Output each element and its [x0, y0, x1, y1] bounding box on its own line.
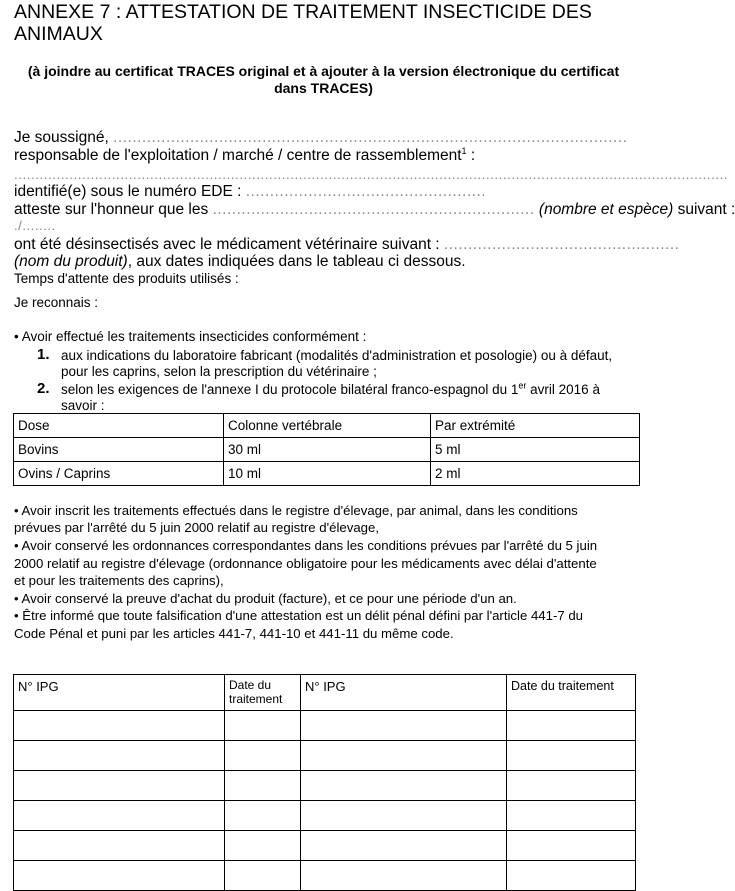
dose-header-colonne: Colonne vertébrale — [224, 414, 431, 438]
item-number-1: 1. — [37, 346, 50, 363]
responsable-label: responsable de l'exploitation / marché / centre de rassemblement — [14, 147, 462, 164]
bullet-ordonnances-l1: • Avoir conservé les ordonnances correspondantes dans les conditions prévues par l'arrêté du 5 juin — [14, 538, 598, 553]
ipg-cell[interactable] — [14, 861, 225, 891]
ipg-cell[interactable] — [301, 831, 507, 861]
responsable-line — [14, 147, 475, 165]
dose-header-extremite: Par extrémité — [431, 414, 640, 438]
item-2-line2: savoir : — [61, 398, 105, 413]
reconnais-label: Je reconnais : — [14, 295, 99, 310]
soussigne-label: Je soussigné, — [14, 129, 109, 146]
item-2-text-a: selon les exigences de l'annexe I du protocole bilatéral franco-espagnol du 1 — [61, 382, 519, 397]
ipg-table-row — [14, 771, 636, 801]
atteste-label: atteste sur l'honneur que les — [14, 201, 209, 218]
dose-row-bovins — [14, 438, 640, 462]
date-cell[interactable] — [225, 861, 301, 891]
dose-cell: 10 ml — [224, 462, 431, 486]
ede-number-field[interactable]: .................................................. — [245, 183, 487, 200]
dose-cell: Ovins / Caprins — [14, 462, 224, 486]
ipg-cell[interactable] — [14, 831, 225, 861]
ipg-table-body — [14, 711, 636, 891]
dose-cell: 5 ml — [431, 438, 640, 462]
date-cell[interactable] — [507, 801, 636, 831]
atteste-line — [14, 201, 735, 219]
dose-header-dose: Dose — [14, 414, 224, 438]
date-header-1: Date du traitement — [225, 675, 301, 711]
ipg-cell[interactable] — [14, 801, 225, 831]
subtitle-line1: (à joindre au certificat TRACES original et à ajouter à la version électronique du certificat — [27, 63, 620, 79]
dose-table-header — [14, 414, 640, 438]
item-2-text-b: avril 2016 à — [526, 382, 600, 397]
page-title-line2: ANIMAUX — [14, 23, 103, 45]
date-cell[interactable] — [507, 861, 636, 891]
ipg-cell[interactable] — [14, 711, 225, 741]
nombre-espece-field[interactable]: ................................................................... — [212, 201, 535, 218]
desinsectises-line — [14, 236, 679, 254]
nom-produit-hint: (nom du produit) — [14, 253, 128, 270]
item-1-line2: pour les caprins, selon la prescription du vétérinaire ; — [61, 364, 377, 379]
dose-cell: 30 ml — [224, 438, 431, 462]
date-header-2: Date du traitement — [507, 675, 636, 711]
ipg-cell[interactable] — [301, 741, 507, 771]
item-2-line1 — [61, 382, 600, 398]
date-cell[interactable] — [225, 711, 301, 741]
date-cell[interactable] — [507, 741, 636, 771]
date-cell[interactable] — [507, 711, 636, 741]
dates-label: , aux dates indiquées dans le tableau ci dessous. — [127, 253, 466, 270]
bullet-registre-l1: • Avoir inscrit les traitements effectués dans le registre d'élevage, par animal, dans les conditions — [14, 503, 578, 518]
date-cell[interactable] — [225, 831, 301, 861]
identifie-line — [14, 183, 486, 201]
bullet-registre-l2: prévues par l'arrêté du 5 juin 2000 relatif au registre d'élevage, — [14, 520, 379, 535]
ipg-cell[interactable] — [301, 771, 507, 801]
dose-cell: Bovins — [14, 438, 224, 462]
date-cell[interactable] — [225, 771, 301, 801]
bullet-ordonnances-l2: 2000 relatif au registre d'élevage (ordonnance obligatoire pour les médicaments avec délai d'attente — [14, 556, 597, 571]
short-dots-field[interactable]: ./........ — [14, 218, 56, 233]
ipg-table — [13, 674, 636, 891]
nombre-espece-hint: (nombre et espèce) — [538, 201, 674, 218]
ipg-table-row — [14, 831, 636, 861]
suivant-label: suivant : — [673, 201, 735, 218]
ipg-table-row — [14, 861, 636, 891]
identifie-label: identifié(e) sous le numéro EDE : — [14, 183, 242, 200]
date-cell[interactable] — [507, 771, 636, 801]
bullet-falsification-l2: Code Pénal et puni par les articles 441-7, 441-10 et 441-11 du même code. — [14, 626, 454, 641]
ipg-header-2: N° IPG — [301, 675, 507, 711]
item-1-line1: aux indications du laboratoire fabricant (modalités d'administration et posologie) ou à défaut, — [61, 348, 613, 363]
bullet-falsification-l1: • Être informé que toute falsification d'une attestation est un délit pénal défini par l'article 441-7 du — [14, 608, 584, 623]
responsable-colon: : — [466, 147, 476, 164]
dose-cell: 2 ml — [431, 462, 640, 486]
ipg-table-header — [14, 675, 636, 711]
date-cell[interactable] — [225, 801, 301, 831]
bullet-facture: • Avoir conservé la preuve d'achat du produit (facture), et ce pour une période d'un an. — [14, 591, 517, 606]
temps-attente-label: Temps d'attente des produits utilisés : — [14, 271, 239, 286]
footnote-marker: 1 — [461, 145, 467, 156]
dose-table — [13, 413, 640, 486]
soussigne-line — [14, 129, 627, 147]
item-2-sup: er — [518, 380, 527, 391]
ipg-header-1: N° IPG — [14, 675, 225, 711]
bullet-traitements: • Avoir effectué les traitements insecticides conformément : — [14, 329, 367, 344]
page-title-line1: ANNEXE 7 : ATTESTATION DE TRAITEMENT INSECTICIDE DES — [14, 1, 592, 23]
date-cell[interactable] — [225, 741, 301, 771]
soussigne-field[interactable]: ........................................................................................................... — [113, 129, 628, 146]
ipg-table-row — [14, 801, 636, 831]
bullet-ordonnances-l3: et pour les traitements des caprins), — [14, 573, 224, 588]
ipg-table-row — [14, 741, 636, 771]
responsable-field[interactable]: ........................................................................................................................................................................ — [14, 167, 729, 182]
nom-produit-line — [14, 253, 466, 271]
ipg-cell[interactable] — [14, 771, 225, 801]
date-cell[interactable] — [507, 831, 636, 861]
ipg-table-row — [14, 711, 636, 741]
desinsectises-label: ont été désinsectisés avec le médicament vétérinaire suivant : — [14, 236, 440, 253]
ipg-cell[interactable] — [301, 801, 507, 831]
ipg-cell[interactable] — [301, 861, 507, 891]
ipg-cell[interactable] — [301, 711, 507, 741]
item-number-2: 2. — [37, 380, 50, 397]
medicament-field[interactable]: ................................................. — [443, 236, 680, 253]
dose-row-ovins — [14, 462, 640, 486]
subtitle-line2: dans TRACES) — [274, 80, 373, 96]
ipg-cell[interactable] — [14, 741, 225, 771]
